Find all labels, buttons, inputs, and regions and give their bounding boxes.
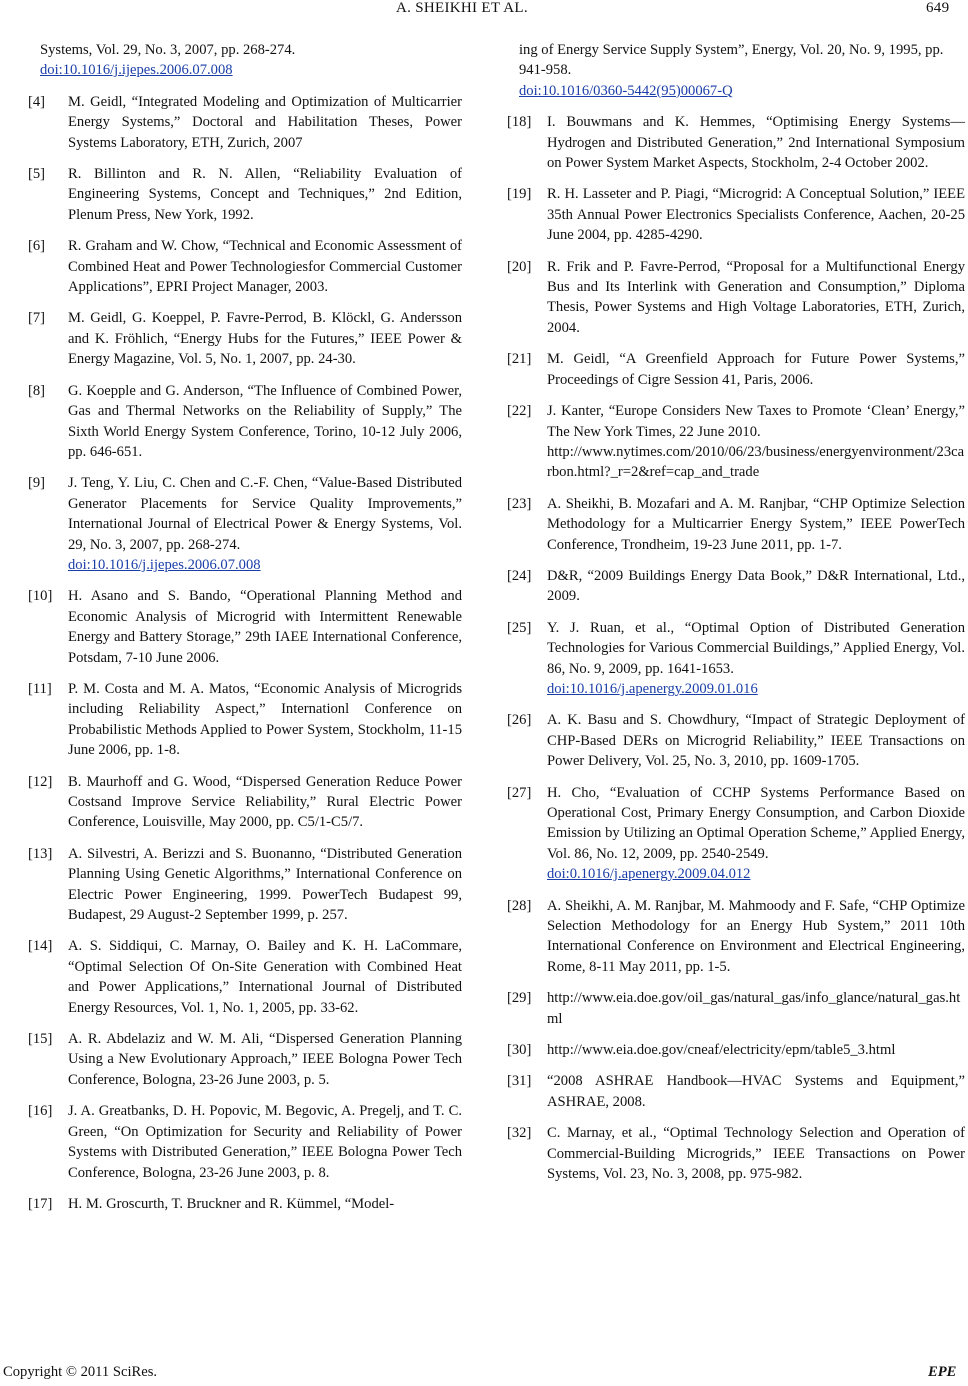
reference-text: J. A. Greatbanks, D. H. Popovic, M. Begovic, A. Pregelj, and T. C. Green, “On Optimization for Security and Reliability of Power Systems with Distributed Generation,” IEEE Bologna Power Tech Conference, Bologna, 23-26 June 2003, p. 8. <box>68 1103 462 1181</box>
reference-number: [21] <box>507 351 532 368</box>
reference-body <box>547 1071 965 1112</box>
reference-item <box>28 586 462 668</box>
reference-text: J. Kanter, “Europe Considers New Taxes to Promote ‘Clean’ Energy,” The New York Times, 22 June 2010. <box>547 403 965 440</box>
journal-abbrev: EPE <box>928 1364 957 1380</box>
reference-text: A. Sheikhi, A. M. Ranjbar, M. Mahmoody and F. Safe, “CHP Optimize Selection Methodology for an Energy Hub System,” 2011 10th International Conference on Environment and Electrical Engineering, Rome, 8-11 May 2011, pp. 1-5. <box>547 897 965 975</box>
reference-body <box>68 381 462 463</box>
page-header <box>0 0 968 24</box>
reference-number: [30] <box>507 1042 532 1059</box>
reference-number: [11] <box>28 680 52 697</box>
reference-text: D&R, “2009 Buildings Energy Data Book,” D&R International, Ltd., 2009. <box>547 567 965 605</box>
reference-item <box>28 679 462 761</box>
reference-number: [22] <box>507 403 532 420</box>
reference-number: [18] <box>507 114 532 131</box>
reference-body <box>68 164 462 225</box>
reference-item <box>28 236 462 297</box>
reference-text: M. Geidl, “A Greenfield Approach for Future Power Systems,” Proceedings of Cigre Session 41, Paris, 2006. <box>547 351 965 388</box>
reference-number: [10] <box>28 588 53 605</box>
reference-url[interactable]: http://www.eia.doe.gov/oil_gas/natural_gas/info_glance/natural_gas.html <box>547 990 961 1027</box>
reference-body <box>68 679 462 761</box>
reference-number: [8] <box>28 382 46 399</box>
doi-link[interactable]: doi:10.1016/j.ijepes.2006.07.008 <box>68 556 261 573</box>
reference-body <box>68 236 462 297</box>
reference-body <box>68 1029 462 1090</box>
reference-body <box>547 401 965 483</box>
reference-item <box>507 494 965 555</box>
reference-text: G. Koepple and G. Anderson, “The Influence of Combined Power, Gas and Thermal Networks on the Reliability of Supply,” The Sixth World Energy System Conference, Torino, 10-12 July 2006, pp. 646-651. <box>68 382 462 460</box>
reference-item <box>507 112 965 173</box>
reference-item <box>28 308 462 369</box>
reference-item <box>28 92 462 153</box>
reference-body <box>547 896 965 978</box>
reference-text: H. Cho, “Evaluation of CCHP Systems Performance Based on Operational Cost, Primary Energy Consumption, and Carbon Dioxide Emission by Utilizing an Optimal Operation Scheme,” Applied Energy, Vol. 86, No. 12, 2009, pp. 2540-2549. <box>547 784 965 862</box>
reference-item <box>28 772 462 833</box>
left-column <box>28 40 462 1225</box>
reference-item <box>507 988 965 1029</box>
reference-number: [12] <box>28 773 53 790</box>
reference-number: [20] <box>507 258 532 275</box>
reference-body <box>68 586 462 668</box>
reference-text: M. Geidl, G. Koeppel, P. Favre-Perrod, B. Klöckl, G. Andersson and K. Fröhlich, “Energy Hubs for the Futures,” IEEE Power & Energy Magazine, Vol. 5, No. 1, 2007, pp. 24-30. <box>68 310 462 368</box>
reference-number: [24] <box>507 567 532 584</box>
reference-body <box>547 618 965 700</box>
reference-number: [26] <box>507 712 532 729</box>
reference-body <box>68 844 462 926</box>
reference-item <box>507 710 965 771</box>
reference-text: B. Maurhoff and G. Wood, “Dispersed Generation Reduce Power Costsand Improve Service Reliability,” Rural Electric Power Conference, Louisville, May 2000, pp. C5/1-C5/7. <box>68 773 462 831</box>
reference-body <box>68 936 462 1018</box>
reference-body <box>547 184 965 245</box>
reference-body <box>547 494 965 555</box>
copyright-notice: Copyright © 2011 SciRes. <box>3 1364 158 1380</box>
reference-body <box>68 308 462 369</box>
reference-number: [13] <box>28 845 53 862</box>
reference-item <box>28 1029 462 1090</box>
page-number: 649 <box>926 0 950 16</box>
reference-text: A. R. Abdelaziz and W. M. Ali, “Dispersed Generation Planning Using a New Evolutionary Approach,” IEEE Bologna Power Tech Conference, Bologna, 23-26 June 2003, p. 5. <box>68 1031 462 1088</box>
reference-text: A. K. Basu and S. Chowdhury, “Impact of Strategic Deployment of CHP-Based DERs on Microgrid Reliability,” IEEE Transactions on Power Delivery, Vol. 25, No. 3, 2010, pp. 1609-1705. <box>547 712 965 770</box>
reference-text: C. Marnay, et al., “Optimal Technology Selection and Operation of Commercial-Building Microgrids,” IEEE Transactions on Power Systems, Vol. 23, No. 3, 2008, pp. 975-982. <box>547 1125 965 1183</box>
reference-item <box>28 936 462 1018</box>
reference-body <box>547 566 965 607</box>
reference-text: R. Frik and P. Favre-Perrod, “Proposal for a Multifunctional Energy Bus and Its Interlink with Generation and Consumption,” Diploma Thesis, Power Systems and High Voltage Laboratories, ETH, Zurich, 2004. <box>547 258 965 336</box>
doi-link[interactable]: doi:10.1016/0360-5442(95)00067-Q <box>519 82 733 99</box>
doi-link[interactable]: doi:10.1016/j.ijepes.2006.07.008 <box>40 62 233 79</box>
doi-link[interactable]: doi:10.1016/j.apenergy.2009.01.016 <box>547 680 758 697</box>
reference-number: [17] <box>28 1195 53 1212</box>
reference-item <box>507 1123 965 1184</box>
reference-body <box>68 1194 462 1214</box>
reference-body <box>547 710 965 771</box>
reference-body <box>547 257 965 339</box>
reference-item <box>507 257 965 339</box>
reference-number: [15] <box>28 1031 53 1048</box>
reference-number: [27] <box>507 784 532 801</box>
reference-number: [28] <box>507 897 532 914</box>
reference-text: A. Sheikhi, B. Mozafari and A. M. Ranjbar, “CHP Optimize Selection Methodology for a Multicarrier Energy System,” IEEE PowerTech Conference, Trondheim, 19-23 June 2011, pp. 1-7. <box>547 495 965 553</box>
reference-body <box>547 349 965 390</box>
reference-item <box>507 184 965 245</box>
reference-item <box>507 401 965 483</box>
reference-text: R. Graham and W. Chow, “Technical and Economic Assessment of Combined Heat and Power Technologiesfor Commercial Customer Applications”, EPRI Project Manager, 2003. <box>68 238 462 296</box>
reference-text: H. M. Groscurth, T. Bruckner and R. Kümmel, “Model- <box>68 1195 395 1212</box>
running-head: A. SHEIKHI ET AL. <box>396 0 528 16</box>
reference-text: R. H. Lasseter and P. Piagi, “Microgrid: A Conceptual Solution,” IEEE 35th Annual Power Electronics Specialists Conference, Aachen, 20-25 June 2004, pp. 4285-4290. <box>547 186 965 244</box>
reference-item <box>28 844 462 926</box>
reference-item <box>28 164 462 225</box>
reference-item <box>507 896 965 978</box>
reference-body <box>68 92 462 153</box>
reference-item <box>28 473 462 575</box>
reference-item <box>28 1101 462 1183</box>
reference-body <box>68 1101 462 1183</box>
reference-continuation <box>28 40 462 81</box>
reference-item <box>28 381 462 463</box>
reference-number: [29] <box>507 990 532 1007</box>
reference-text: H. Asano and S. Bando, “Operational Planning Method and Economic Analysis of Microgrid with Intermittent Renewable Energy and Battery Storage,” 29th IAEE International Conference, Potsdam, 7-10 June 2006. <box>68 588 462 666</box>
reference-number: [16] <box>28 1103 53 1120</box>
reference-number: [7] <box>28 310 46 327</box>
reference-text: “2008 ASHRAE Handbook—HVAC Systems and Equipment,” ASHRAE, 2008. <box>547 1073 965 1110</box>
reference-number: [32] <box>507 1125 532 1142</box>
reference-number: [25] <box>507 619 532 636</box>
reference-number: [4] <box>28 93 46 110</box>
reference-text: I. Bouwmans and K. Hemmes, “Optimising Energy Systems—Hydrogen and Distributed Generation,” 2nd International Symposium on Power System Market Aspects, Stockholm, 2-4 October 2002. <box>547 114 965 172</box>
reference-number: [31] <box>507 1073 532 1090</box>
reference-body <box>68 473 462 575</box>
reference-text: ing of Energy Service Supply System”, Energy, Vol. 20, No. 9, 1995, pp. 941-958. <box>519 42 944 79</box>
reference-number: [14] <box>28 938 53 955</box>
reference-item <box>507 1071 965 1112</box>
doi-link[interactable]: doi:0.1016/j.apenergy.2009.04.012 <box>547 866 751 883</box>
reference-body <box>547 783 965 885</box>
reference-continuation <box>507 40 965 101</box>
reference-text: Systems, Vol. 29, No. 3, 2007, pp. 268-274. <box>40 42 296 58</box>
reference-number: [19] <box>507 186 532 203</box>
reference-item <box>28 1194 462 1214</box>
reference-item <box>507 566 965 607</box>
right-column <box>507 40 965 1196</box>
reference-number: [5] <box>28 166 46 183</box>
reference-text: M. Geidl, “Integrated Modeling and Optimization of Multicarrier Energy Systems,” Doctoral and Habilitation Theses, Power Systems Laboratory, ETH, Zurich, 2007 <box>68 93 462 151</box>
reference-item <box>507 618 965 700</box>
reference-body <box>547 112 965 173</box>
reference-number: [23] <box>507 495 532 512</box>
reference-url[interactable]: http://www.eia.doe.gov/cneaf/electricity/epm/table5_3.html <box>547 1042 896 1059</box>
reference-item <box>507 783 965 885</box>
reference-item <box>507 1040 965 1060</box>
reference-text: J. Teng, Y. Liu, C. Chen and C.-F. Chen, “Value-Based Distributed Generator Placements for Service Quality Improvements,” International Journal of Electrical Power & Energy Systems, Vol. 29, No. 3, 2007, pp. 268-274. <box>68 475 462 553</box>
reference-url[interactable]: http://www.nytimes.com/2010/06/23/business/energyenvironment/23carbon.html?_r=2&ref=cap_and_trade <box>547 443 965 481</box>
reference-body <box>547 988 965 1029</box>
reference-text: P. M. Costa and M. A. Matos, “Economic Analysis of Microgrids including Reliability Aspect,” Internationl Conference on Probabilistic Methods Applied to Power System, Stockholm, 11-15 June 2006, pp. 1-8. <box>68 680 462 759</box>
reference-body <box>68 772 462 833</box>
reference-number: [9] <box>28 475 46 492</box>
reference-text: Y. J. Ruan, et al., “Optimal Option of Distributed Generation Technologies for Various Commercial Buildings,” Applied Energy, Vol. 86, No. 9, 2009, pp. 1641-1653. <box>547 619 965 677</box>
reference-body <box>547 1040 965 1060</box>
reference-item <box>507 349 965 390</box>
reference-body <box>547 1123 965 1184</box>
reference-text: A. S. Siddiqui, C. Marnay, O. Bailey and K. H. LaCommare, “Optimal Selection Of On-Site Generation with Combined Heat and Power Applications,” International Journal of Distributed Energy Resources, Vol. 1, No. 1, 2005, pp. 33-62. <box>68 938 462 1016</box>
reference-text: R. Billinton and R. N. Allen, “Reliability Evaluation of Engineering Systems, Concept and Techniques,” 2nd Edition, Plenum Press, New York, 1992. <box>68 166 462 223</box>
reference-text: A. Silvestri, A. Berizzi and S. Buonanno, “Distributed Generation Planning Using Genetic Algorithms,” International Conference on Electric Power Engineering, 1999. PowerTech Budapest 99, Budapest, 29 August-2 September 1999, p. 257. <box>68 845 462 924</box>
reference-number: [6] <box>28 238 46 255</box>
